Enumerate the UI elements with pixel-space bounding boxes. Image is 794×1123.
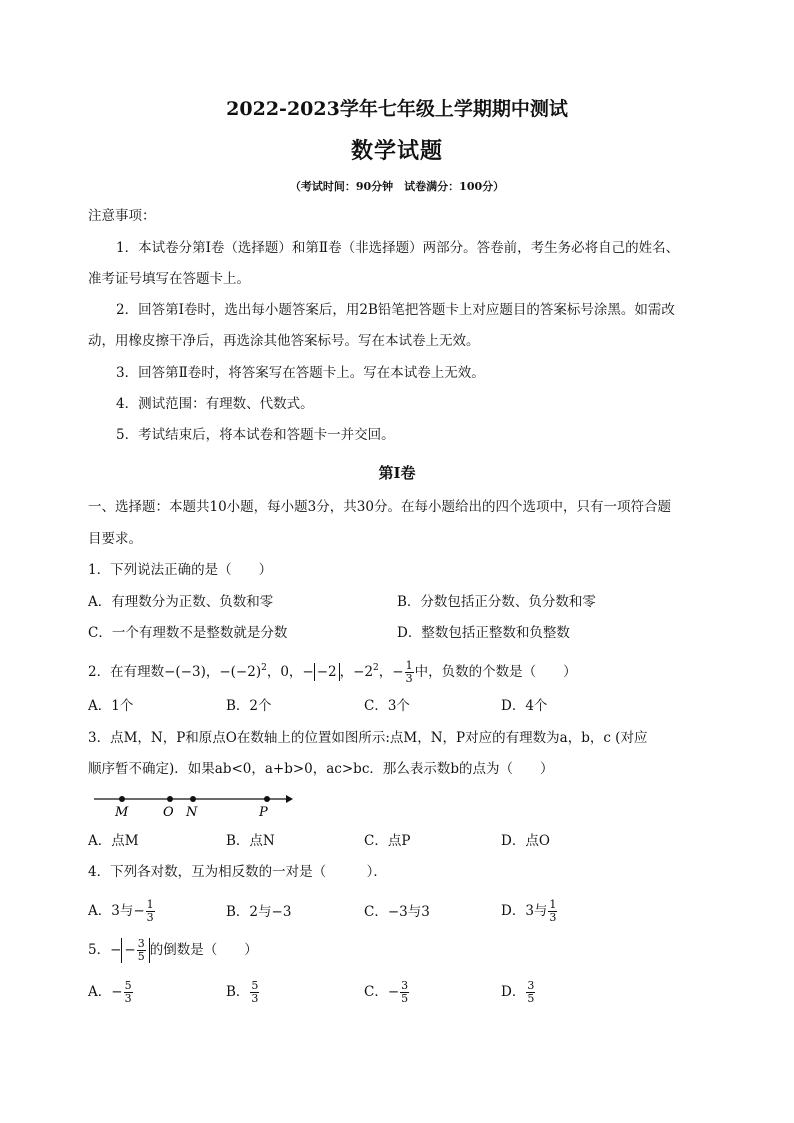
q1-option-d: D．整数包括正整数和负整数 [397,625,570,641]
note-4: 4．测试范围：有理数、代数式。 [116,396,314,412]
q3-option-b: B．点N [226,833,275,849]
section-title: 第Ⅰ卷 [378,464,416,482]
label-m: M [115,805,129,820]
note-2a: 2．回答第Ⅰ卷时，选出每小题答案后，用2B铅笔把答题卡上对应题目的答案标号涂黑。如需改 [116,302,675,318]
q1-option-a: A．有理数分为正数、负数和零 [88,594,274,610]
q2-expr-5: − $\frac{1}{3}$ [392,659,413,685]
q4-stem: 4．下列各对数，互为相反数的一对是（ ）． [88,864,387,880]
q2-option-d: D．4个 [501,698,548,714]
label-o: O [163,805,174,820]
label-n: N [186,805,198,820]
q5-option-d: D． $\frac{3}{5}$ [501,979,535,1005]
number-line-figure [90,790,310,820]
q1-option-b: B．分数包括正分数、负分数和零 [397,594,596,610]
q3-option-a: A．点M [88,833,139,849]
q2-prefix: 2．在有理数 [88,664,165,680]
point-p [264,796,270,802]
note-1b: 准考证号填写在答题卡上。 [88,271,250,287]
note-3: 3．回答第Ⅱ卷时，将答案写在答题卡上。写在本试卷上无效。 [116,365,485,381]
note-5: 5．考试结束后，将本试卷和答题卡一并交回。 [116,427,395,443]
note-2b: 动，用橡皮擦干净后，再选涂其他答案标号。写在本试卷上无效。 [88,333,480,349]
q1-stem: 1．下列说法正确的是（ ） [88,562,273,578]
q2-suffix: 中，负数的个数是（ ） [414,664,577,680]
q2-option-b: B．2个 [226,698,272,714]
q3-option-c: C．点P [364,833,411,849]
note-1a: 1．本试卷分第Ⅰ卷（选择题）和第Ⅱ卷（非选择题）两部分。答卷前，考生务必将自己的姓名、 [116,240,680,256]
q2-stem: 2．在有理数−(−3)，$-(-2)^2$，0，− −2 ，$-2^2$，− $\frac{1}{3}$ 中，负数的个数是（ ） [88,659,577,685]
exam-subject: 数学试题 [350,138,443,164]
point-n [190,796,196,802]
q5-option-b: B． $\frac{5}{3}$ [226,979,259,1005]
q5-option-a: A．− $\frac{5}{3}$ [88,979,132,1005]
part1-instructions-a: 一、选择题：本题共10小题，每小题3分，共30分。在每小题给出的四个选项中，只有一项符合题 [88,499,671,515]
q5-option-c: C．− $\frac{3}{5}$ [364,979,409,1005]
q4-option-a: A．3与− $\frac{1}{3}$ [88,898,154,924]
part1-instructions-b: 目要求。 [88,531,142,547]
notes-heading: 注意事项： [88,208,156,224]
q5-expr: − − $\frac{3}{5}$ [110,942,150,958]
q1-option-c: C．一个有理数不是整数就是分数 [88,625,288,641]
q2-expr-4: $-2^2$ [353,663,379,680]
q3-stem-2: 顺序暂不确定)．如果ab<0，a+b>0，ac>bc．那么表示数b的点为（ ） [88,761,554,777]
point-m [119,796,125,802]
exam-title: 2022-2023学年七年级上学期期中测试 [226,98,568,120]
q2-option-c: C．3个 [364,698,410,714]
q3-stem-1: 3．点M，N，P和原点O在数轴上的位置如图所示:点M，N，P对应的有理数为a，b，c (对应 [88,730,648,746]
q4-option-c: C．−3与3 [364,904,430,920]
label-p: P [259,805,268,820]
q4-option-b: B．2与−3 [226,904,292,920]
q3-option-d: D．点O [501,833,550,849]
number-line-arrow [286,795,293,803]
point-o [167,796,173,802]
q2-expr-3: − −2 [302,664,339,680]
q5-stem: 5．− − $\frac{3}{5}$ 的倒数是（ ） [88,937,258,963]
exam-info: （考试时间：90分钟 试卷满分：100分） [289,180,505,193]
q2-expr-2: $-(-2)^2$ [219,663,267,680]
q2-expr-1: −(−3) [164,664,206,680]
q4-option-d: D．3与 $\frac{1}{3}$ [501,898,557,924]
q2-option-a: A．1个 [88,698,134,714]
